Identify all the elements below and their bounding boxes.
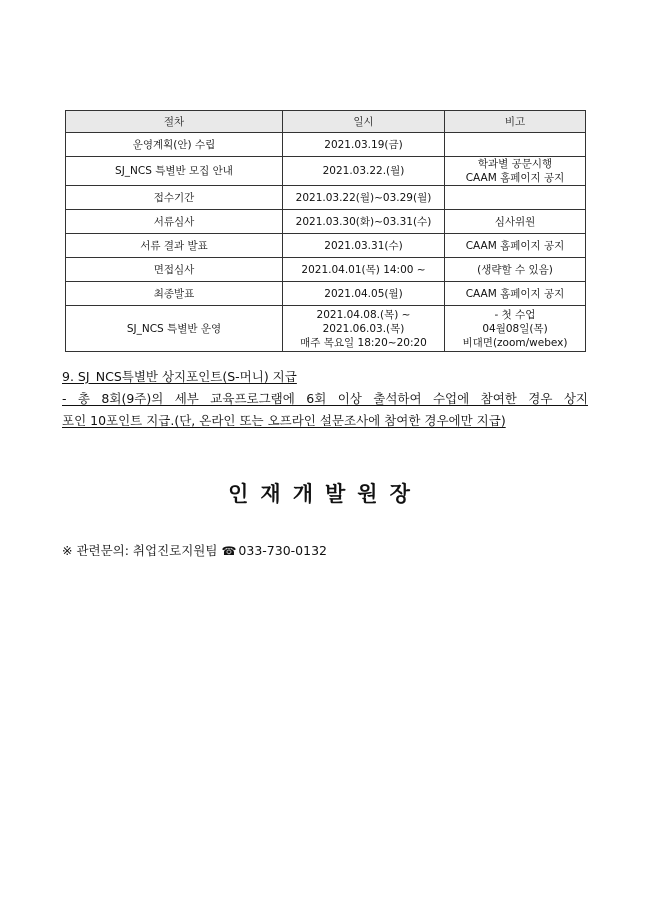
cell-step: 접수기간 xyxy=(66,186,283,210)
contact-line xyxy=(62,541,327,559)
date-line: 매주 목요일 18:20~20:20 xyxy=(300,336,427,349)
table-row xyxy=(66,186,586,210)
date-line: 2021.04.08.(목) ~ xyxy=(316,308,411,321)
cell-step: 운영계획(안) 수립 xyxy=(66,133,283,157)
table-row xyxy=(66,210,586,234)
cell-note xyxy=(445,186,586,210)
cell-note xyxy=(445,306,586,352)
notice-body-line: - 총 8회(9주)의 세부 교육프로그램에 6회 이상 출석하여 수업에 참여한 경우 상지 xyxy=(62,391,588,406)
date-line: 2021.06.03.(목) xyxy=(322,322,405,335)
note-line: 비대면(zoom/webex) xyxy=(462,336,568,349)
table-row xyxy=(66,157,586,186)
table-row xyxy=(66,258,586,282)
cell-step: 서류 결과 발표 xyxy=(66,234,283,258)
contact-phone: 033-730-0132 xyxy=(238,543,327,558)
cell-note: (생략할 수 있음) xyxy=(445,258,586,282)
cell-note: 심사위원 xyxy=(445,210,586,234)
cell-date: 2021.04.01(목) 14:00 ~ xyxy=(283,258,445,282)
cell-note: CAAM 홈페이지 공지 xyxy=(445,282,586,306)
cell-date xyxy=(283,306,445,352)
cell-date: 2021.03.22(월)~03.29(월) xyxy=(283,186,445,210)
cell-date: 2021.03.31(수) xyxy=(283,234,445,258)
cell-note xyxy=(445,157,586,186)
note-line: 학과별 공문시행 xyxy=(477,158,553,170)
cell-date: 2021.03.30(화)~03.31(수) xyxy=(283,210,445,234)
point-notice xyxy=(62,366,588,432)
contact-prefix: ※ 관련문의: 취업진로지원팀 xyxy=(62,543,218,558)
header-date: 일시 xyxy=(283,111,445,133)
table-row xyxy=(66,234,586,258)
cell-note: CAAM 홈페이지 공지 xyxy=(445,234,586,258)
organization-title: 인재개발원장 xyxy=(228,482,422,506)
phone-icon: ☎ xyxy=(221,544,237,558)
table-row xyxy=(66,133,586,157)
cell-step: 면접심사 xyxy=(66,258,283,282)
header-note: 비고 xyxy=(445,111,586,133)
note-line: CAAM 홈페이지 공지 xyxy=(465,172,565,184)
cell-date: 2021.03.22.(월) xyxy=(283,157,445,186)
table-row xyxy=(66,282,586,306)
cell-step: SJ_NCS 특별반 운영 xyxy=(66,306,283,352)
table-row xyxy=(66,306,586,352)
notice-heading: 9. SJ_NCS특별반 상지포인트(S-머니) 지급 xyxy=(62,369,297,384)
note-line: 04월08일(목) xyxy=(482,322,548,335)
table-header-row xyxy=(66,111,586,133)
note-line: - 첫 수업 xyxy=(494,308,536,321)
notice-body-line: 포인 10포인트 지급.(단, 온라인 또는 오프라인 설문조사에 참여한 경우에만 지급) xyxy=(62,413,506,428)
cell-date: 2021.04.05(월) xyxy=(283,282,445,306)
cell-date: 2021.03.19(금) xyxy=(283,133,445,157)
cell-step: 최종발표 xyxy=(66,282,283,306)
cell-step: 서류심사 xyxy=(66,210,283,234)
schedule-table xyxy=(65,110,586,352)
header-step: 절차 xyxy=(66,111,283,133)
cell-step: SJ_NCS 특별반 모집 안내 xyxy=(66,157,283,186)
cell-note xyxy=(445,133,586,157)
